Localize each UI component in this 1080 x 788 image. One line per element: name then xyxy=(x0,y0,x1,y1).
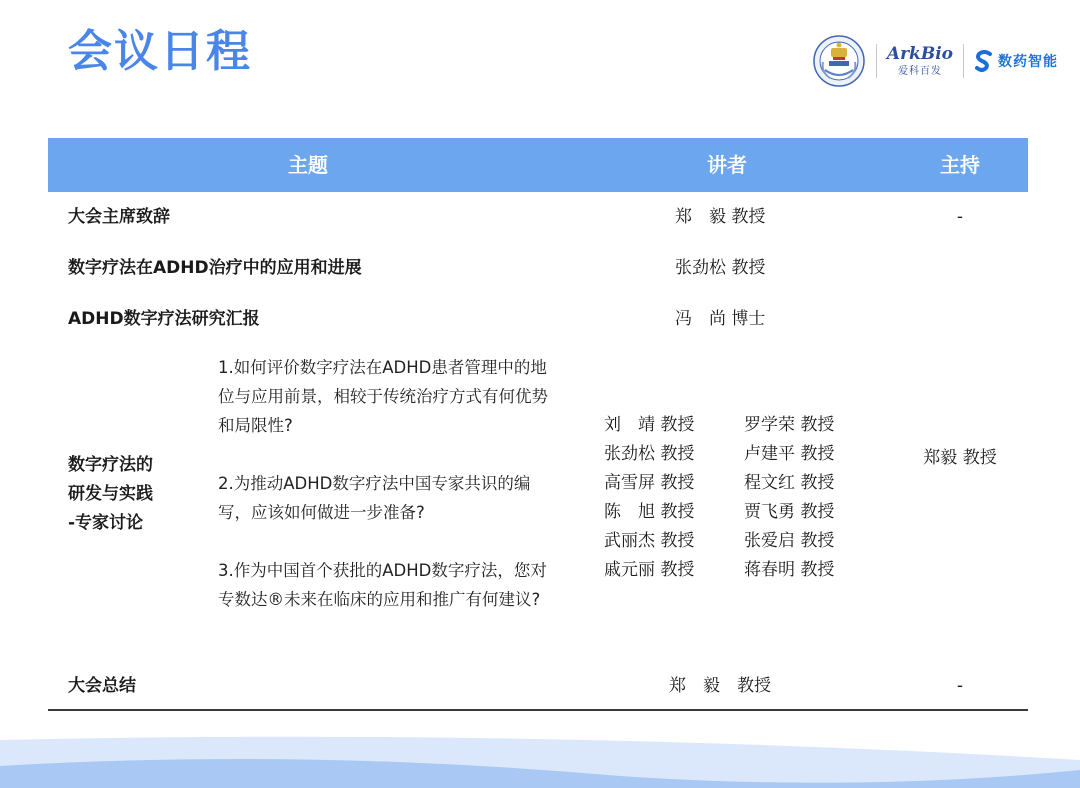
panel-speaker: 程文红 教授 xyxy=(744,473,835,493)
table-row xyxy=(48,294,1028,345)
panel-speaker: 陈 旭 教授 xyxy=(604,502,695,522)
row-speaker: 郑 毅 教授 xyxy=(669,676,771,696)
table-row xyxy=(48,243,1028,294)
panel-speaker: 武丽杰 教授 xyxy=(604,531,695,551)
header-topic: 主题 xyxy=(288,153,328,177)
bottom-wave-decoration xyxy=(0,718,1080,788)
row-speaker: 冯 尚 博士 xyxy=(675,309,766,329)
arkbio-logo-name: ArkBio xyxy=(886,43,953,64)
row-speaker: 郑 毅 教授 xyxy=(675,207,766,227)
table-row xyxy=(48,192,1028,243)
panel-speaker: 卢建平 教授 xyxy=(744,444,835,464)
row-topic: 数字疗法在ADHD治疗中的应用和进展 xyxy=(68,258,362,278)
panel-speaker: 张劲松 教授 xyxy=(604,444,695,464)
panel-topic-line: 数字疗法的 xyxy=(68,455,153,475)
discussion-question: 2.为推动ADHD数字疗法中国专家共识的编写，应该如何做进一步准备? xyxy=(218,474,531,522)
arkbio-logo xyxy=(886,43,953,77)
panel-host: 郑毅 教授 xyxy=(923,448,997,468)
shuyao-logo xyxy=(974,50,1058,72)
table-bottom-rule xyxy=(48,709,1028,711)
row-topic: ADHD数字疗法研究汇报 xyxy=(68,309,260,329)
panel-discussion-row xyxy=(48,345,1028,663)
panel-speaker: 蒋春明 教授 xyxy=(744,560,835,580)
row-speaker: 张劲松 教授 xyxy=(675,258,766,278)
row-topic: 大会总结 xyxy=(68,676,136,696)
discussion-questions xyxy=(218,353,548,614)
panel-speaker: 高雪屏 教授 xyxy=(604,473,695,493)
agenda-table xyxy=(48,138,1028,711)
panel-speaker: 刘 靖 教授 xyxy=(604,415,695,435)
panel-topic-line: 研发与实践 xyxy=(68,484,153,504)
panel-speaker: 张爱启 教授 xyxy=(744,531,835,551)
panel-speaker: 罗学荣 教授 xyxy=(744,415,835,435)
table-row xyxy=(48,663,1028,709)
panel-speaker: 贾飞勇 教授 xyxy=(744,502,835,522)
header-speaker: 讲者 xyxy=(707,153,747,177)
shuyao-logo-name: 数药智能 xyxy=(998,54,1058,70)
logo-divider xyxy=(876,44,877,78)
s-mark-icon xyxy=(974,50,994,72)
arkbio-logo-cn: 爱科百发 xyxy=(897,65,942,77)
panel-speaker-list xyxy=(604,411,884,585)
panel-topic xyxy=(68,451,208,538)
discussion-question: 1.如何评价数字疗法在ADHD患者管理中的地位与应用前景，相较于传统治疗方式有何优势和局限性? xyxy=(218,358,548,435)
panel-topic-line: -专家讨论 xyxy=(68,513,144,533)
panel-speaker: 戚元丽 教授 xyxy=(604,560,695,580)
table-header xyxy=(48,138,1028,192)
logo-divider xyxy=(963,44,964,78)
row-host: - xyxy=(956,207,964,227)
row-host: - xyxy=(956,676,964,696)
logo-bar xyxy=(812,30,1058,92)
association-seal-logo xyxy=(812,34,866,88)
discussion-question: 3.作为中国首个获批的ADHD数字疗法，您对专数达®未来在临床的应用和推广有何建议? xyxy=(218,561,547,609)
row-topic: 大会主席致辞 xyxy=(68,207,170,227)
header-host: 主持 xyxy=(940,153,980,177)
page-title: 会议日程 xyxy=(68,26,252,77)
